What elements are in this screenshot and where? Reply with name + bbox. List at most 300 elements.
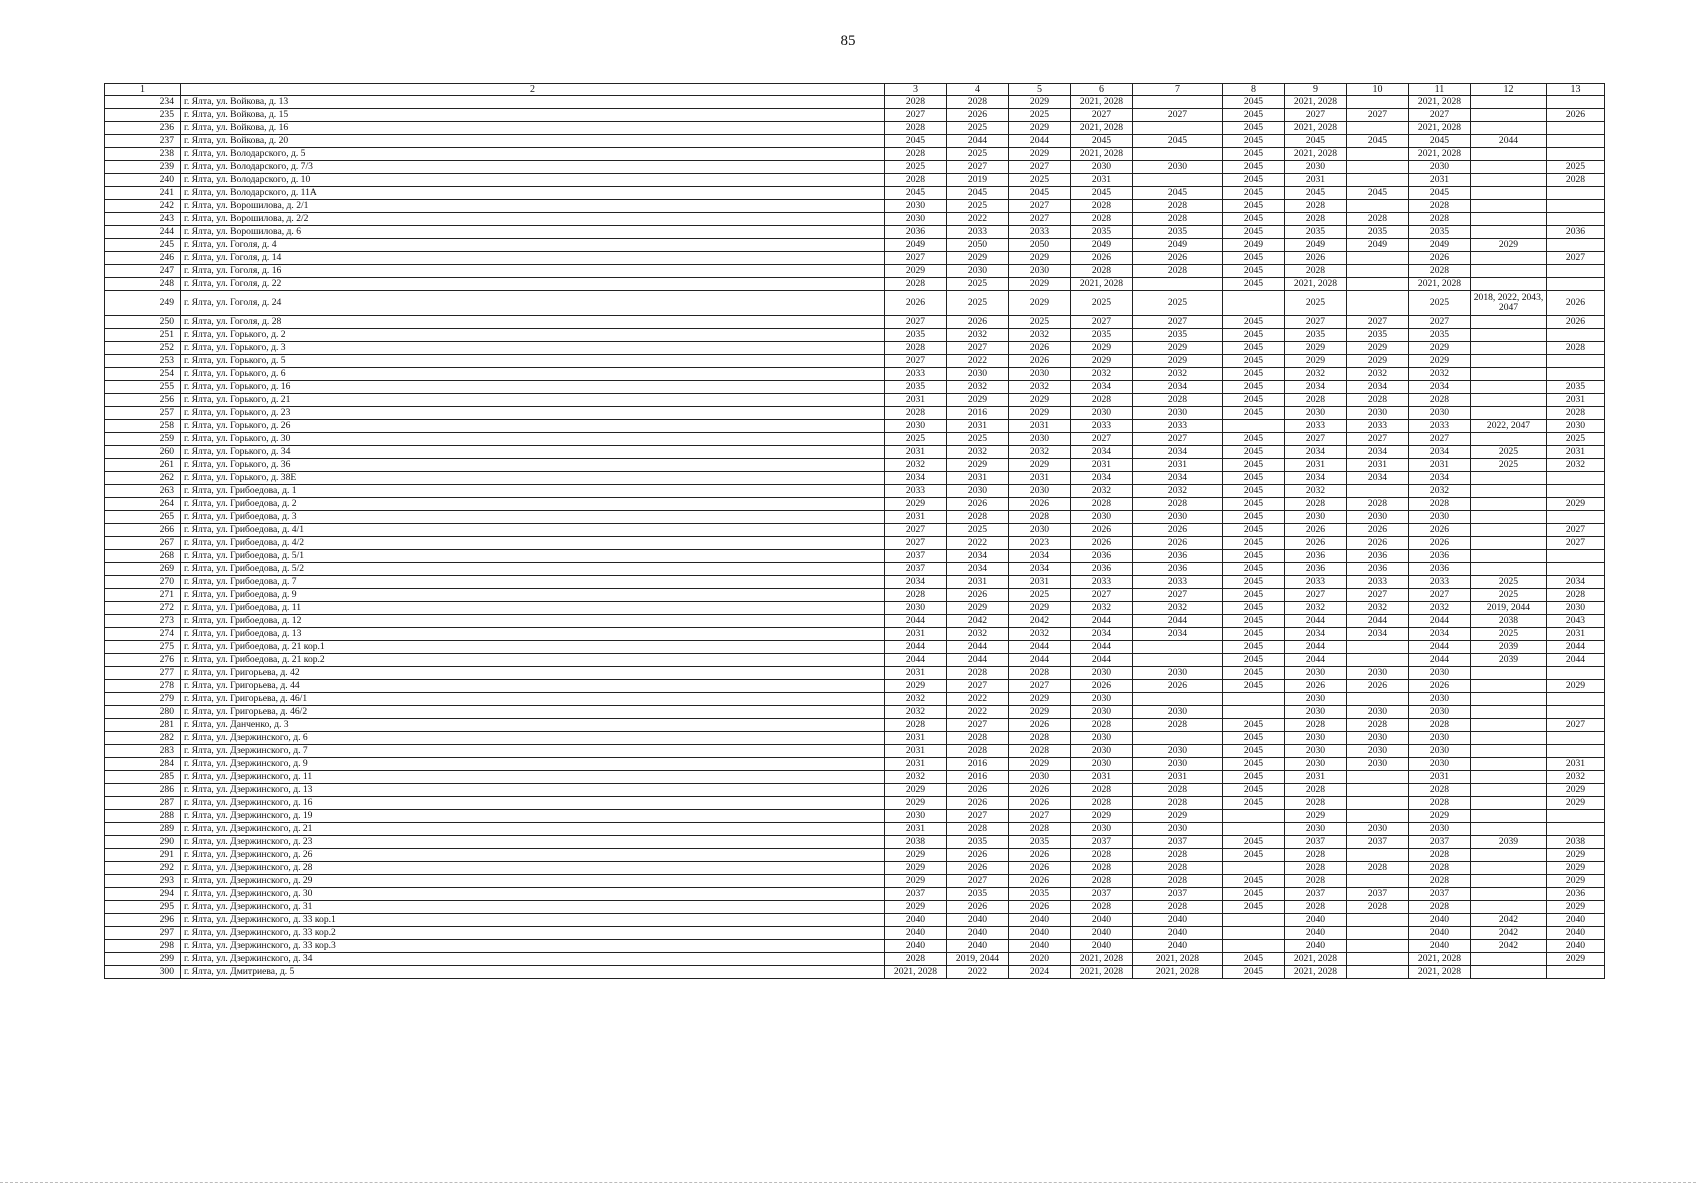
year-cell-col-3: 2032 [885,771,947,784]
year-cell-col-10 [1347,927,1409,940]
row-number-cell: 251 [105,329,181,342]
table-row [105,654,1605,667]
year-cell-col-4: 2022 [947,355,1009,368]
year-cell-col-3: 2035 [885,329,947,342]
year-cell-col-11: 2044 [1409,641,1471,654]
year-cell-col-8: 2045 [1223,355,1285,368]
year-cell-col-10 [1347,291,1409,316]
year-cell-col-7: 2040 [1133,940,1223,953]
year-cell-col-7: 2030 [1133,706,1223,719]
year-cell-col-11: 2031 [1409,174,1471,187]
year-cell-col-4: 2016 [947,758,1009,771]
year-cell-col-5: 2040 [1009,927,1071,940]
year-cell-col-12: 2022, 2047 [1471,420,1547,433]
table-row [105,485,1605,498]
year-cell-col-10 [1347,122,1409,135]
year-cell-col-3: 2044 [885,654,947,667]
address-cell: г. Ялта, ул. Ворошилова, д. 2/2 [181,213,885,226]
year-cell-col-13: 2030 [1547,420,1605,433]
column-header-9: 9 [1285,84,1347,96]
year-cell-col-3: 2029 [885,680,947,693]
year-cell-col-7: 2034 [1133,472,1223,485]
year-cell-col-8: 2045 [1223,797,1285,810]
year-cell-col-7: 2027 [1133,109,1223,122]
year-cell-col-5: 2024 [1009,966,1071,979]
year-cell-col-4: 2040 [947,927,1009,940]
year-cell-col-11: 2030 [1409,161,1471,174]
year-cell-col-12 [1471,953,1547,966]
address-cell: г. Ялта, ул. Грибоедова, д. 3 [181,511,885,524]
year-cell-col-4: 2025 [947,278,1009,291]
year-cell-col-4: 2022 [947,693,1009,706]
table-row [105,680,1605,693]
year-cell-col-12 [1471,875,1547,888]
address-cell: г. Ялта, ул. Дзержинского, д. 34 [181,953,885,966]
row-number-cell: 271 [105,589,181,602]
year-cell-col-5: 2027 [1009,680,1071,693]
year-cell-col-8: 2045 [1223,252,1285,265]
year-cell-col-10: 2030 [1347,758,1409,771]
row-number-cell: 253 [105,355,181,368]
year-cell-col-5: 2029 [1009,278,1071,291]
year-cell-col-4: 2025 [947,291,1009,316]
table-row [105,265,1605,278]
year-cell-col-12 [1471,407,1547,420]
year-cell-col-11: 2030 [1409,511,1471,524]
year-cell-col-7: 2028 [1133,784,1223,797]
year-cell-col-4: 2032 [947,381,1009,394]
year-cell-col-13 [1547,550,1605,563]
address-cell: г. Ялта, ул. Горького, д. 36 [181,459,885,472]
year-cell-col-9: 2031 [1285,459,1347,472]
year-cell-col-13 [1547,200,1605,213]
year-cell-col-9: 2026 [1285,537,1347,550]
address-cell: г. Ялта, ул. Грибоедова, д. 21 кор.1 [181,641,885,654]
table-row [105,602,1605,615]
year-cell-col-9: 2028 [1285,784,1347,797]
year-cell-col-4: 2025 [947,524,1009,537]
year-cell-col-12 [1471,511,1547,524]
year-cell-col-3: 2034 [885,472,947,485]
year-cell-col-6: 2036 [1071,550,1133,563]
year-cell-col-3: 2040 [885,940,947,953]
year-cell-col-9: 2040 [1285,914,1347,927]
year-cell-col-7 [1133,148,1223,161]
year-cell-col-13 [1547,135,1605,148]
year-cell-col-4: 2027 [947,161,1009,174]
year-cell-col-7: 2035 [1133,226,1223,239]
year-cell-col-3: 2037 [885,563,947,576]
year-cell-col-3: 2027 [885,524,947,537]
year-cell-col-11: 2031 [1409,771,1471,784]
address-cell: г. Ялта, ул. Грибоедова, д. 9 [181,589,885,602]
year-cell-col-4: 2030 [947,265,1009,278]
year-cell-col-12: 2044 [1471,135,1547,148]
year-cell-col-4: 2040 [947,914,1009,927]
year-cell-col-8: 2045 [1223,615,1285,628]
year-cell-col-9: 2028 [1285,200,1347,213]
year-cell-col-9: 2028 [1285,862,1347,875]
year-cell-col-4: 2044 [947,135,1009,148]
year-cell-col-11: 2028 [1409,200,1471,213]
year-cell-col-9: 2044 [1285,641,1347,654]
year-cell-col-5: 2026 [1009,901,1071,914]
year-cell-col-8: 2045 [1223,641,1285,654]
year-cell-col-6: 2021, 2028 [1071,278,1133,291]
year-cell-col-12 [1471,550,1547,563]
year-cell-col-3: 2025 [885,161,947,174]
column-header-5: 5 [1009,84,1071,96]
year-cell-col-10 [1347,641,1409,654]
year-cell-col-3: 2029 [885,862,947,875]
address-cell: г. Ялта, ул. Грибоедова, д. 4/2 [181,537,885,550]
year-cell-col-8 [1223,693,1285,706]
year-cell-col-13: 2029 [1547,953,1605,966]
year-cell-col-12: 2042 [1471,940,1547,953]
year-cell-col-4: 2026 [947,589,1009,602]
year-cell-col-10: 2026 [1347,537,1409,550]
year-cell-col-6: 2026 [1071,537,1133,550]
row-number-cell: 237 [105,135,181,148]
year-cell-col-9: 2040 [1285,927,1347,940]
year-cell-col-4: 2027 [947,810,1009,823]
year-cell-col-9: 2031 [1285,174,1347,187]
year-cell-col-3: 2032 [885,706,947,719]
year-cell-col-10: 2030 [1347,706,1409,719]
year-cell-col-12 [1471,122,1547,135]
year-cell-col-5: 2026 [1009,355,1071,368]
year-cell-col-9: 2028 [1285,849,1347,862]
year-cell-col-7: 2045 [1133,135,1223,148]
year-cell-col-5: 2029 [1009,407,1071,420]
year-cell-col-11: 2030 [1409,823,1471,836]
year-cell-col-5: 2025 [1009,316,1071,329]
table-row [105,511,1605,524]
year-cell-col-6: 2035 [1071,226,1133,239]
year-cell-col-10 [1347,252,1409,265]
year-cell-col-9: 2037 [1285,888,1347,901]
year-cell-col-4: 2019, 2044 [947,953,1009,966]
year-cell-col-11: 2036 [1409,563,1471,576]
year-cell-col-7: 2036 [1133,550,1223,563]
year-cell-col-8: 2045 [1223,719,1285,732]
table-row [105,355,1605,368]
table-row [105,550,1605,563]
year-cell-col-11: 2028 [1409,498,1471,511]
row-number-cell: 264 [105,498,181,511]
year-cell-col-9: 2040 [1285,940,1347,953]
address-cell: г. Ялта, ул. Горького, д. 5 [181,355,885,368]
address-cell: г. Ялта, ул. Гоголя, д. 22 [181,278,885,291]
year-cell-col-9: 2028 [1285,797,1347,810]
year-cell-col-11: 2032 [1409,485,1471,498]
year-cell-col-6: 2037 [1071,888,1133,901]
year-cell-col-7: 2033 [1133,576,1223,589]
year-cell-col-6: 2025 [1071,291,1133,316]
year-cell-col-3: 2029 [885,498,947,511]
year-cell-col-8: 2045 [1223,472,1285,485]
year-cell-col-9: 2034 [1285,381,1347,394]
year-cell-col-7: 2028 [1133,901,1223,914]
address-cell: г. Ялта, ул. Дзержинского, д. 6 [181,732,885,745]
year-cell-col-8: 2045 [1223,654,1285,667]
year-cell-col-7: 2028 [1133,265,1223,278]
year-cell-col-3: 2029 [885,797,947,810]
year-cell-col-13: 2027 [1547,537,1605,550]
year-cell-col-9: 2035 [1285,226,1347,239]
year-cell-col-10 [1347,96,1409,109]
year-cell-col-10 [1347,200,1409,213]
year-cell-col-5: 2028 [1009,823,1071,836]
row-number-cell: 242 [105,200,181,213]
header-row [105,84,1605,96]
year-cell-col-12 [1471,849,1547,862]
year-cell-col-13: 2035 [1547,381,1605,394]
year-cell-col-10: 2034 [1347,628,1409,641]
year-cell-col-9: 2045 [1285,135,1347,148]
year-cell-col-5: 2025 [1009,109,1071,122]
year-cell-col-4: 2030 [947,368,1009,381]
row-number-cell: 300 [105,966,181,979]
year-cell-col-10: 2026 [1347,680,1409,693]
year-cell-col-6: 2049 [1071,239,1133,252]
year-cell-col-8: 2045 [1223,174,1285,187]
address-cell: г. Ялта, ул. Дзержинского, д. 33 кор.1 [181,914,885,927]
year-cell-col-4: 2029 [947,394,1009,407]
year-cell-col-5: 2034 [1009,550,1071,563]
year-cell-col-9: 2030 [1285,745,1347,758]
row-number-cell: 289 [105,823,181,836]
year-cell-col-10 [1347,148,1409,161]
address-cell: г. Ялта, ул. Дзержинского, д. 33 кор.2 [181,927,885,940]
year-cell-col-10 [1347,174,1409,187]
year-cell-col-11: 2035 [1409,329,1471,342]
year-cell-col-7: 2029 [1133,342,1223,355]
year-cell-col-12 [1471,823,1547,836]
year-cell-col-13: 2044 [1547,654,1605,667]
year-cell-col-4: 2033 [947,226,1009,239]
year-cell-col-10: 2036 [1347,550,1409,563]
address-cell: г. Ялта, ул. Горького, д. 26 [181,420,885,433]
year-cell-col-11: 2036 [1409,550,1471,563]
address-cell: г. Ялта, ул. Ворошилова, д. 6 [181,226,885,239]
year-cell-col-11: 2028 [1409,719,1471,732]
row-number-cell: 243 [105,213,181,226]
year-cell-col-6: 2029 [1071,342,1133,355]
year-cell-col-4: 2016 [947,771,1009,784]
year-cell-col-10 [1347,810,1409,823]
year-cell-col-4: 2022 [947,213,1009,226]
address-cell: г. Ялта, ул. Горького, д. 38Е [181,472,885,485]
row-number-cell: 291 [105,849,181,862]
year-cell-col-7: 2028 [1133,875,1223,888]
year-cell-col-12 [1471,433,1547,446]
year-cell-col-3: 2029 [885,849,947,862]
year-cell-col-3: 2032 [885,459,947,472]
year-cell-col-3: 2040 [885,927,947,940]
year-cell-col-13 [1547,213,1605,226]
year-cell-col-5: 2026 [1009,849,1071,862]
year-cell-col-10: 2027 [1347,433,1409,446]
year-cell-col-3: 2029 [885,901,947,914]
column-header-1: 1 [105,84,181,96]
table-row [105,329,1605,342]
address-cell: г. Ялта, ул. Дзержинского, д. 7 [181,745,885,758]
year-cell-col-10: 2035 [1347,226,1409,239]
year-cell-col-13 [1547,265,1605,278]
year-cell-col-6: 2031 [1071,459,1133,472]
year-cell-col-3: 2031 [885,732,947,745]
column-header-13: 13 [1547,84,1605,96]
year-cell-col-12 [1471,693,1547,706]
year-cell-col-3: 2025 [885,433,947,446]
year-cell-col-9: 2035 [1285,329,1347,342]
row-number-cell: 281 [105,719,181,732]
year-cell-col-3: 2031 [885,667,947,680]
year-cell-col-8: 2045 [1223,316,1285,329]
year-cell-col-8: 2045 [1223,342,1285,355]
table-row [105,394,1605,407]
table-row [105,732,1605,745]
year-cell-col-9: 2049 [1285,239,1347,252]
year-cell-col-11: 2028 [1409,797,1471,810]
year-cell-col-7: 2021, 2028 [1133,953,1223,966]
year-cell-col-4: 2026 [947,901,1009,914]
year-cell-col-5: 2026 [1009,875,1071,888]
address-cell: г. Ялта, ул. Горького, д. 30 [181,433,885,446]
year-cell-col-6: 2026 [1071,252,1133,265]
year-cell-col-9: 2026 [1285,680,1347,693]
year-cell-col-5: 2044 [1009,641,1071,654]
year-cell-col-4: 2026 [947,316,1009,329]
year-cell-col-12 [1471,355,1547,368]
year-cell-col-6: 2028 [1071,213,1133,226]
year-cell-col-8: 2045 [1223,563,1285,576]
year-cell-col-12 [1471,187,1547,200]
year-cell-col-7 [1133,654,1223,667]
year-cell-col-10: 2030 [1347,732,1409,745]
address-cell: г. Ялта, ул. Дзержинского, д. 33 кор.3 [181,940,885,953]
year-cell-col-6: 2028 [1071,784,1133,797]
year-cell-col-11: 2026 [1409,524,1471,537]
table-row [105,291,1605,316]
year-cell-col-13: 2030 [1547,602,1605,615]
year-cell-col-12 [1471,96,1547,109]
year-cell-col-11: 2037 [1409,836,1471,849]
year-cell-col-5: 2032 [1009,628,1071,641]
year-cell-col-9: 2030 [1285,693,1347,706]
year-cell-col-8: 2045 [1223,381,1285,394]
year-cell-col-10: 2030 [1347,407,1409,420]
year-cell-col-4: 2028 [947,96,1009,109]
year-cell-col-8: 2045 [1223,550,1285,563]
year-cell-col-6: 2030 [1071,758,1133,771]
year-cell-col-5: 2032 [1009,329,1071,342]
year-cell-col-3: 2029 [885,875,947,888]
row-number-cell: 246 [105,252,181,265]
year-cell-col-8: 2045 [1223,187,1285,200]
year-cell-col-7: 2036 [1133,563,1223,576]
year-cell-col-9: 2021, 2028 [1285,96,1347,109]
year-cell-col-4: 2044 [947,641,1009,654]
year-cell-col-8: 2045 [1223,161,1285,174]
row-number-cell: 262 [105,472,181,485]
year-cell-col-13 [1547,706,1605,719]
year-cell-col-13: 2029 [1547,797,1605,810]
address-cell: г. Ялта, ул. Володарского, д. 5 [181,148,885,161]
column-header-7: 7 [1133,84,1223,96]
address-cell: г. Ялта, ул. Дзержинского, д. 11 [181,771,885,784]
year-cell-col-12 [1471,161,1547,174]
year-cell-col-11: 2028 [1409,862,1471,875]
table-row [105,200,1605,213]
row-number-cell: 282 [105,732,181,745]
year-cell-col-4: 2028 [947,732,1009,745]
year-cell-col-7: 2028 [1133,797,1223,810]
year-cell-col-4: 2025 [947,148,1009,161]
row-number-cell: 266 [105,524,181,537]
year-cell-col-6: 2028 [1071,875,1133,888]
year-cell-col-4: 2032 [947,628,1009,641]
year-cell-col-6: 2032 [1071,602,1133,615]
year-cell-col-6: 2044 [1071,641,1133,654]
year-cell-col-13: 2029 [1547,498,1605,511]
year-cell-col-4: 2022 [947,706,1009,719]
row-number-cell: 280 [105,706,181,719]
year-cell-col-13 [1547,187,1605,200]
year-cell-col-13: 2036 [1547,888,1605,901]
row-number-cell: 267 [105,537,181,550]
year-cell-col-11: 2028 [1409,875,1471,888]
year-cell-col-13 [1547,355,1605,368]
year-cell-col-4: 2026 [947,797,1009,810]
year-cell-col-6: 2029 [1071,355,1133,368]
year-cell-col-9: 2021, 2028 [1285,148,1347,161]
year-cell-col-12: 2039 [1471,654,1547,667]
address-cell: г. Ялта, ул. Володарского, д. 7/3 [181,161,885,174]
year-cell-col-4: 2029 [947,252,1009,265]
address-cell: г. Ялта, ул. Данченко, д. 3 [181,719,885,732]
row-number-cell: 290 [105,836,181,849]
year-cell-col-6: 2030 [1071,667,1133,680]
year-cell-col-10: 2027 [1347,109,1409,122]
table-row [105,122,1605,135]
table-row [105,615,1605,628]
year-cell-col-11: 2044 [1409,654,1471,667]
year-cell-col-4: 2027 [947,342,1009,355]
year-cell-col-3: 2027 [885,316,947,329]
year-cell-col-13: 2040 [1547,940,1605,953]
year-cell-col-11: 2045 [1409,135,1471,148]
year-cell-col-3: 2032 [885,693,947,706]
year-cell-col-7: 2028 [1133,862,1223,875]
address-cell: г. Ялта, ул. Дмитриева, д. 5 [181,966,885,979]
year-cell-col-11: 2040 [1409,914,1471,927]
year-cell-col-4: 2030 [947,485,1009,498]
year-cell-col-4: 2032 [947,329,1009,342]
year-cell-col-12: 2025 [1471,628,1547,641]
year-cell-col-12 [1471,719,1547,732]
year-cell-col-7: 2026 [1133,680,1223,693]
address-cell: г. Ялта, ул. Дзержинского, д. 13 [181,784,885,797]
year-cell-col-6: 2030 [1071,823,1133,836]
year-cell-col-7: 2028 [1133,213,1223,226]
year-cell-col-10 [1347,654,1409,667]
year-cell-col-7: 2040 [1133,927,1223,940]
table-row [105,797,1605,810]
year-cell-col-8 [1223,291,1285,316]
year-cell-col-8: 2045 [1223,200,1285,213]
